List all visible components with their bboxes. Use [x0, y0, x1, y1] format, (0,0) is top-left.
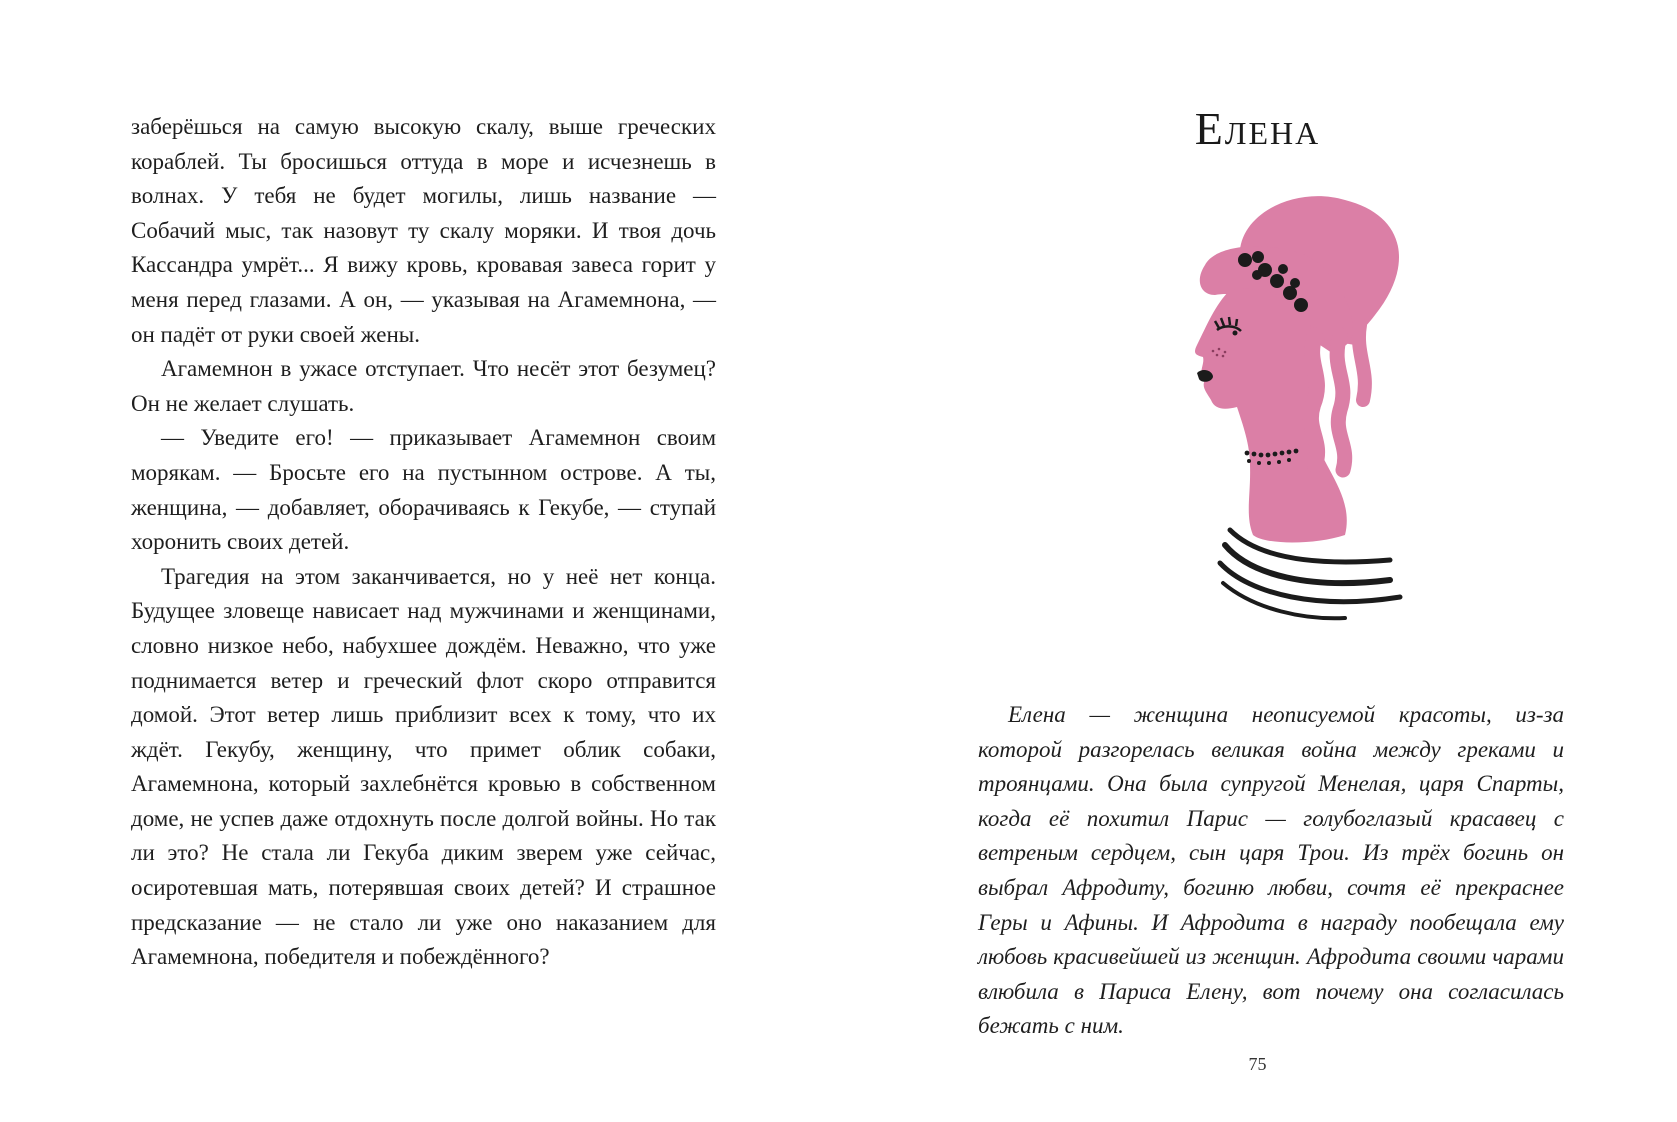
- ringlet: [1359, 325, 1365, 400]
- page-number: 75: [1248, 1054, 1267, 1074]
- left-page-text: [131, 110, 716, 975]
- ringlet: [1337, 335, 1345, 470]
- left-page: [0, 0, 838, 1122]
- drapery: [1220, 530, 1400, 618]
- helen-portrait-illustration: [1145, 195, 1435, 665]
- chapter-title: Елена: [1194, 103, 1321, 154]
- eye-pupil: [1233, 331, 1238, 336]
- helen-caption: [978, 698, 1564, 1044]
- right-page: [838, 0, 1677, 1122]
- ringlet: [1311, 335, 1317, 465]
- paragraph: Агамемнон в ужасе отступает. Что несёт этот безумец? Он не желает слушать.: [131, 356, 716, 416]
- caption-paragraph: Елена — женщина неописуемой красоты, из-за которой разгорелась великая война между греками и троянцами. Она была супругой Менелая, царя Спарты, когда её похитил Парис — голубоглазый красавец с ветреным сердцем, сын царя Трои. Из трёх богинь он выбрал Афродиту, богиню любви, сочтя её прекраснее Геры и Афины. И Афродита в награду пообещала ему любовь красивейшей из женщин. Афродита своими чарами влюбила в Париса Елену, вот почему она согласилась бежать с ним.: [978, 702, 1564, 1039]
- paragraph: — Уведите его! — приказывает Агамемнон своим морякам. — Бросьте его на пустынном острове. А ты, женщина, — добавляет, оборачиваясь к Гекубе, — ступай хоронить своих детей.: [131, 425, 716, 555]
- paragraph: Трагедия на этом заканчивается, но у неё нет конца. Будущее зловеще нависает над мужчинами и женщинами, словно низкое небо, набухшее дождём. Неважно, что уже поднимается ветер и греческий флот скоро отправится домой. Этот ветер лишь приблизит всех к тому, что их ждёт. Гекубу, женщину, что примет облик собаки, Агамемнона, который захлебнётся кровью в собственном доме, не успев даже отдохнуть после долгой войны. Но так ли это? Не стала ли Гекуба диким зверем уже сейчас, осиротевшая мать, потерявшая своих детей? И страшное предсказание — не стало ли уже оно наказанием для Агамемнона, победителя и побеждённого?: [131, 563, 716, 970]
- paragraph: заберёшься на самую высокую скалу, выше греческих кораблей. Ты бросишься оттуда в море и исчезнешь в волнах. У тебя не будет могилы, лишь название — Собачий мыс, так назовут ту скалу моряки. И твоя дочь Кассандра умрёт... Я вижу кровь, кровавая завеса горит у меня перед глазами. А он, — указывая на Агамемнона, — он падёт от руки своей жены.: [131, 114, 716, 347]
